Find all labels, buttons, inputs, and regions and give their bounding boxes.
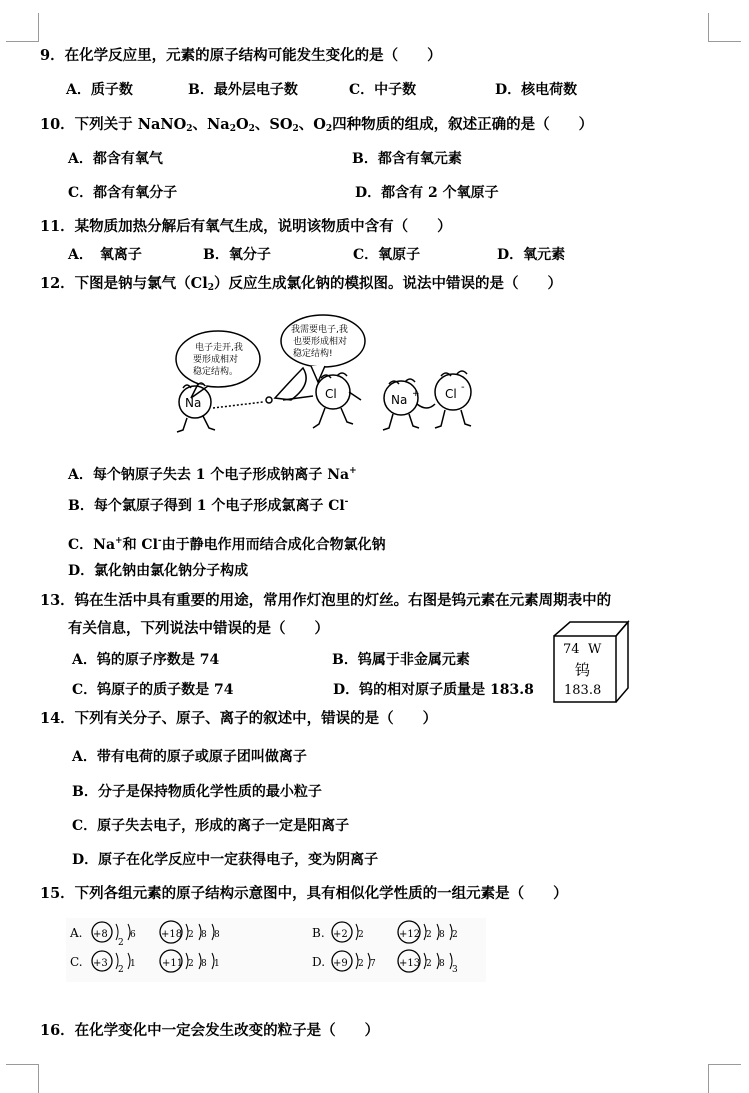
svg-text:2: 2 [358,930,364,940]
svg-text:2: 2 [452,930,458,940]
right-bubble-line-1: 我需要电子,我 [291,325,348,335]
group-d-atom-2 [398,950,458,975]
group-c-atom-2 [160,950,220,972]
svg-text:+3: +3 [93,958,108,969]
q12-option-b: B．每个氯原子得到 1 个电子形成氯离子 Cl- [68,497,349,514]
group-b-label: B. [312,926,325,940]
question-16-stem: 16．在化学变化中一定会发生改变的粒子是（ ） [40,1022,380,1039]
ion-cl-charge: - [461,382,465,393]
group-a-atom-2 [160,921,220,943]
left-bubble-line-1: 电子走开,我 [195,343,243,353]
crop-mark-top-right [708,13,741,42]
group-d-label: D. [312,955,326,969]
group-c-atom-1 [92,951,136,975]
q9-option-c: C．中子数 [349,82,417,98]
svg-text:2: 2 [358,959,364,969]
q12-option-c: C．Na+和 Cl-由于静电作用而结合成化合物氯化钠 [68,536,386,553]
q14-option-c: C．原子失去电子，形成的离子一定是阳离子 [72,818,350,834]
q9-option-b: B．最外层电子数 [188,82,298,98]
svg-text:2: 2 [118,965,124,975]
q14-option-a: A．带有电荷的原子或原子团叫做离子 [72,749,307,765]
question-9-stem: 9．在化学反应里，元素的原子结构可能发生变化的是（ ） [40,47,442,64]
svg-text:+8: +8 [93,929,108,940]
right-bubble-line-2: 也要形成相对 [293,337,348,347]
question-13-stem-line-2: 有关信息，下列说法中错误的是（ ） [68,620,329,637]
group-a-atom-1 [92,922,136,948]
q10-option-a: A．都含有氧气 [68,151,163,167]
q11-option-c: C．氧原子 [353,247,421,263]
question-11-stem: 11．某物质加热分解后有氧气生成，说明该物质中含有（ ） [40,218,452,235]
svg-text:7: 7 [370,959,376,969]
q10-option-b: B．都含有氧元素 [352,151,462,167]
svg-text:8: 8 [201,930,207,940]
q11-option-d: D．氧元素 [497,247,566,263]
svg-text:+18: +18 [161,929,183,940]
q14-option-b: B．分子是保持物质化学性质的最小粒子 [72,784,322,800]
svg-text:6: 6 [130,930,136,940]
svg-text:2: 2 [188,959,194,969]
atom-na-label: Na [185,396,202,410]
q9-option-a: A．质子数 [66,82,133,98]
svg-text:8: 8 [439,959,445,969]
right-bubble-line-3: 稳定结构! [293,349,333,359]
svg-text:1: 1 [214,959,220,969]
question-14-stem: 14．下列有关分子、原子、离子的叙述中，错误的是（ ） [40,710,438,727]
question-15-stem: 15．下列各组元素的原子结构示意图中，具有相似化学性质的一组元素是（ ） [40,885,568,902]
sodium-chlorine-reaction-illustration [163,312,493,442]
svg-text:8: 8 [214,930,220,940]
svg-text:+13: +13 [399,958,421,969]
group-c-label: C. [70,955,83,969]
q11-option-b: B．氧分子 [203,247,271,263]
ion-na-charge: + [412,389,420,399]
question-10-stem: 10．下列关于 NaNO$_2$、$Na_2O_2$、$SO_2$、$O_2$四种物质的组成，叙述正确的是（ ） [40,116,594,134]
q10-option-d: D．都含有 2 个氧原子 [355,185,499,201]
svg-text:8: 8 [439,930,445,940]
tungsten-periodic-table-cell [550,618,632,706]
q9-option-d: D．核电荷数 [495,82,578,98]
svg-text:+12: +12 [399,929,421,940]
left-bubble-line-3: 稳定结构。 [193,367,239,377]
svg-text:2: 2 [188,930,194,940]
element-symbol: W [588,642,602,657]
q12-option-d: D．氯化钠由氯化钠分子构成 [68,563,249,579]
element-mass: 183.8 [564,683,602,698]
ion-na-label: Na [391,393,408,407]
crop-mark-top-left [6,13,39,42]
group-b-atom-2 [398,921,458,943]
question-12-stem: 12．下图是钠与氯气$(Cl_2)$反应生成氯化钠的模拟图。说法中错误的是（ ） [40,275,562,293]
q13-option-b: B．钨属于非金属元素 [332,652,470,668]
element-name: 钨 [575,661,591,679]
q10-option-c: C．都含有氧分子 [68,185,178,201]
group-a-label: A. [70,926,83,940]
q13-option-a: A．钨的原子序数是 74 [72,652,220,668]
ion-cl-label: Cl [445,387,457,401]
group-d-atom-1 [332,951,376,971]
q11-option-a: A． 氧离子 [68,247,142,263]
svg-text:2: 2 [118,938,124,948]
q14-option-d: D．原子在化学反应中一定获得电子，变为阴离子 [72,852,379,868]
left-bubble-line-2: 要形成相对 [193,355,239,365]
crop-mark-bottom-left [6,1064,39,1093]
atomic-structure-diagrams [66,918,486,982]
atom-cl-label: Cl [325,387,337,401]
group-b-atom-1 [332,922,364,942]
element-number: 74 [563,642,580,657]
q13-option-c: C．钨原子的质子数是 74 [72,682,234,698]
svg-text:8: 8 [201,959,207,969]
svg-text:1: 1 [130,959,136,969]
svg-text:+2: +2 [333,929,348,940]
svg-text:3: 3 [452,965,458,975]
q12-option-a: A．每个钠原子失去 1 个电子形成钠离子 Na+ [68,466,357,483]
svg-text:+11: +11 [162,958,184,969]
crop-mark-bottom-right [708,1064,741,1093]
question-13-stem-line-1: 13．钨在生活中具有重要的用途，常用作灯泡里的灯丝。右图是钨元素在元素周期表中的 [40,592,612,609]
svg-text:+9: +9 [333,958,348,969]
q13-option-d: D．钨的相对原子质量是 183.8 [333,682,534,698]
svg-text:2: 2 [426,930,432,940]
svg-text:2: 2 [426,959,432,969]
